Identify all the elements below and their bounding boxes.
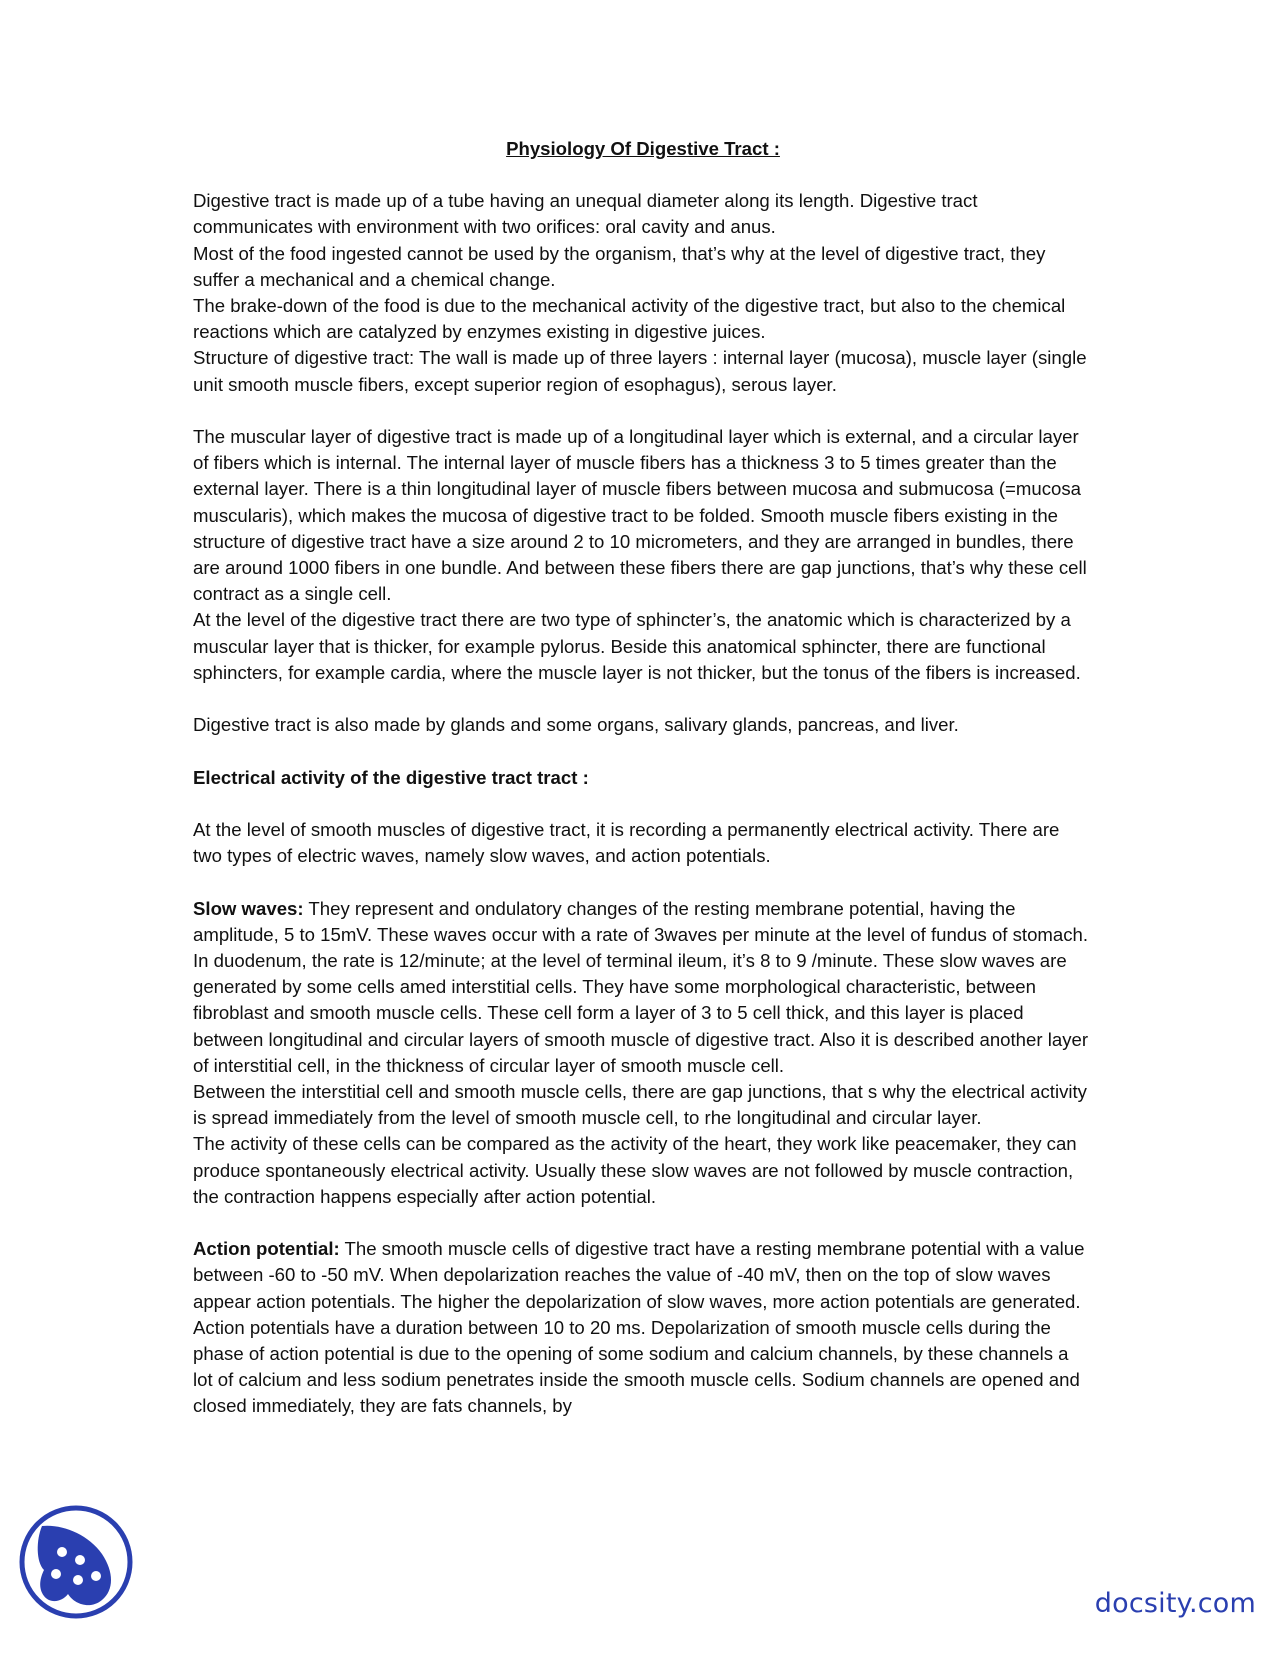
paragraph-gap <box>193 869 1093 895</box>
action-potential-paragraph <box>193 1236 1093 1419</box>
muscular-paragraph-2: At the level of the digestive tract there are two type of sphincter’s, the anatomic which is characterized by a muscular layer that is thicker, for example pylorus. Beside this anatomical sphincter, there are functional sphincters, for example cardia, where the muscle layer is not thicker, but the tonus of the fibers is increased. <box>193 609 1081 683</box>
intro-paragraph-1: Digestive tract is made up of a tube having an unequal diameter along its length. Digestive tract communicates with environment with two orifices: oral cavity and anus. <box>193 190 978 238</box>
paragraph-gap <box>193 791 1093 817</box>
action-potential-label: Action potential: <box>193 1238 340 1260</box>
electrical-heading: Electrical activity of the digestive tract tract : <box>193 766 589 788</box>
document-body <box>193 136 1093 1420</box>
muscular-paragraph-1: The muscular layer of digestive tract is made up of a longitudinal layer which is external, and a circular layer of fibers which is internal. The internal layer of muscle fibers has a thickness 3 to 5 times greater than the external layer. There is a thin longitudinal layer of muscle fibers between mucosa and submucosa (=mucosa muscularis), which makes the mucosa of digestive tract to be folded. Smooth muscle fibers existing in the structure of digestive tract have a size around 2 to 10 micrometers, and they are arranged in bundles, there are around 1000 fibers in one bundle. And between these fibers there are gap junctions, that’s why these cell contract as a single cell. <box>193 426 1087 605</box>
page-title: Physiology Of Digestive Tract : <box>506 138 780 159</box>
slow-waves-paragraph-3: The activity of these cells can be compared as the activity of the heart, they work like peacemaker, they can produce spontaneously electrical activity. Usually these slow waves are not followed by muscle contraction, the contraction happens especially after action potential. <box>193 1133 1077 1207</box>
slow-waves-label: Slow waves: <box>193 897 304 919</box>
paragraph-gap <box>193 1210 1093 1236</box>
logo-graphic <box>18 1504 134 1620</box>
paragraph-gap <box>193 738 1093 764</box>
docsity-brand-link[interactable]: docsity.com <box>1094 1588 1256 1619</box>
slow-waves-text: They represent and ondulatory changes of the resting membrane potential, having the amplitude, 5 to 15mV. These waves occur with a rate of 3waves per minute at the level of fundus of stomach. In duodenum, the rate is 12/minute; at the level of terminal ileum, it’s 8 to 9 /minute. These slow waves are generated by some cells amed interstitial cells. They have some morphological characteristic, between fibroblast and smooth muscle cells. These cell form a layer of 3 to 5 cell thick, and this layer is placed between longitudinal and circular layers of smooth muscle of digestive tract. Also it is described another layer of interstitial cell, in the thickness of circular layer of smooth muscle cell. <box>193 897 1089 1076</box>
intro-paragraph-3: The brake-down of the food is due to the mechanical activity of the digestive tract, but also to the chemical reactions which are catalyzed by enzymes existing in digestive juices. <box>193 295 1066 343</box>
slow-waves-paragraph-2: Between the interstitial cell and smooth muscle cells, there are gap junctions, that s why the electrical activity is spread immediately from the level of smooth muscle cell, to rhe longitudinal and circular layer. <box>193 1081 1087 1129</box>
electrical-intro-paragraph: At the level of smooth muscles of digestive tract, it is recording a permanently electrical activity. There are two types of electric waves, namely slow waves, and action potentials. <box>193 819 1060 867</box>
paragraph-gap <box>193 398 1093 424</box>
intro-paragraph-4: Structure of digestive tract: The wall is made up of three layers : internal layer (mucosa), muscle layer (single unit smooth muscle fibers, except superior region of esophagus), serous layer. <box>193 347 1087 395</box>
glands-paragraph: Digestive tract is also made by glands and some organs, salivary glands, pancreas, and liver. <box>193 714 959 736</box>
action-potential-text: The smooth muscle cells of digestive tract have a resting membrane potential with a value between -60 to -50 mV. When depolarization reaches the value of -40 mV, then on the top of slow waves appear action potentials. The higher the depolarization of slow waves, more action potentials are generated. Action potentials have a duration between 10 to 20 ms. Depolarization of smooth muscle cells during the phase of action potential is due to the opening of some sodium and calcium channels, by these channels a lot of calcium and less sodium penetrates inside the smooth muscle cells. Sodium channels are opened and closed immediately, they are fats channels, by <box>193 1238 1085 1417</box>
slow-waves-paragraph <box>193 896 1093 1079</box>
docsity-logo-icon[interactable] <box>18 1504 134 1620</box>
paragraph-gap <box>193 686 1093 712</box>
intro-paragraph-2: Most of the food ingested cannot be used by the organism, that’s why at the level of digestive tract, they suffer a mechanical and a chemical change. <box>193 242 1046 290</box>
